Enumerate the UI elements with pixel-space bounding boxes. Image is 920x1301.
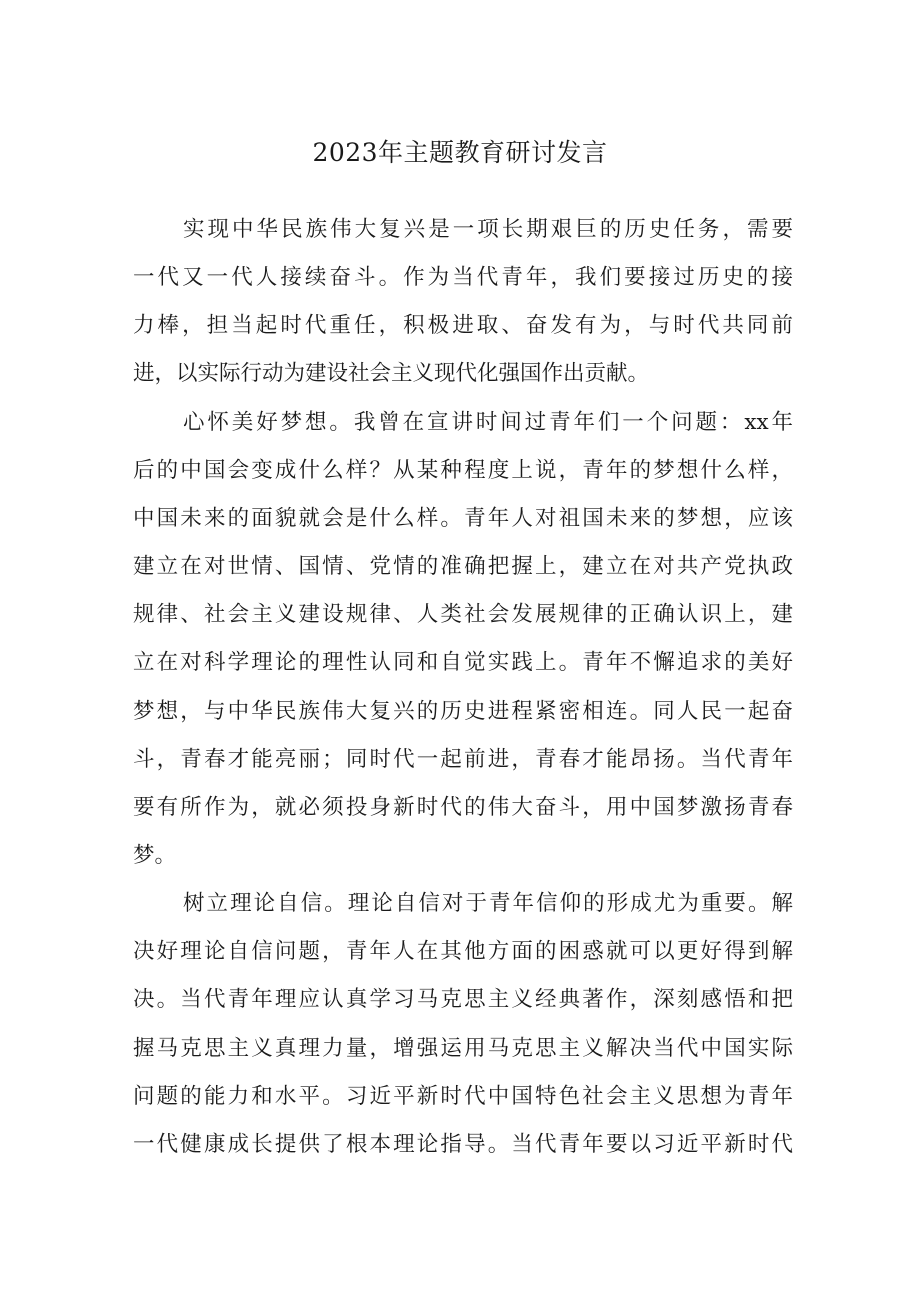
paragraph-1-line-3: 力棒，担当起时代重任，积极进取、奋发有为，与时代共同前 <box>133 313 793 338</box>
paragraph-1-line-2: 一代又一代人接续奋斗。作为当代青年，我们要接过历史的接 <box>133 265 793 290</box>
paragraph-2-line-2: 后的中国会变成什么样？从某种程度上说，青年的梦想什么样， <box>133 458 793 483</box>
paragraph-3-line-6: 一代健康成长提供了根本理论指导。当代青年要以习近平新时代 <box>133 1132 793 1157</box>
paragraph-2-line-7: 梦想，与中华民族伟大复兴的历史进程紧密相连。同人民一起奋 <box>133 699 793 724</box>
paragraph-2-line-9: 要有所作为，就必须投身新时代的伟大奋斗，用中国梦激扬青春 <box>133 795 793 820</box>
paragraph-1-line-1: 实现中华民族伟大复兴是一项长期艰巨的历史任务，需要 <box>183 217 793 242</box>
paragraph-3-line-4: 握马克思主义真理力量，增强运用马克思主义解决当代中国实际 <box>133 1036 793 1061</box>
paragraph-2-line-6: 立在对科学理论的理性认同和自觉实践上。青年不懈追求的美好 <box>133 650 793 675</box>
paragraph-3-line-3: 决。当代青年理应认真学习马克思主义经典著作，深刻感悟和把 <box>133 987 793 1012</box>
paragraph-3-line-2: 决好理论自信问题，青年人在其他方面的困惑就可以更好得到解 <box>133 939 793 964</box>
paragraph-2-line-4: 建立在对世情、国情、党情的准确把握上，建立在对共产党执政 <box>133 554 793 579</box>
paragraph-2-line-1: 心怀美好梦想。我曾在宣讲时间过青年们一个问题：xx年 <box>183 410 793 435</box>
paragraph-3-line-1: 树立理论自信。理论自信对于青年信仰的形成尤为重要。解 <box>183 891 793 916</box>
paragraph-1-line-4: 进，以实际行动为建设社会主义现代化强国作出贡献。 <box>133 361 650 386</box>
paragraph-2-line-3: 中国未来的面貌就会是什么样。青年人对祖国未来的梦想，应该 <box>133 506 793 531</box>
paragraph-2-line-8: 斗，青春才能亮丽；同时代一起前进，青春才能昂扬。当代青年 <box>133 747 793 772</box>
paragraph-2-line-10: 梦。 <box>133 843 177 868</box>
paragraph-3-line-5: 问题的能力和水平。习近平新时代中国特色社会主义思想为青年 <box>133 1084 793 1109</box>
paragraph-2-line-5: 规律、社会主义建设规律、人类社会发展规律的正确认识上，建 <box>133 602 793 627</box>
document-title: 2023年主题教育研讨发言 <box>312 138 608 167</box>
